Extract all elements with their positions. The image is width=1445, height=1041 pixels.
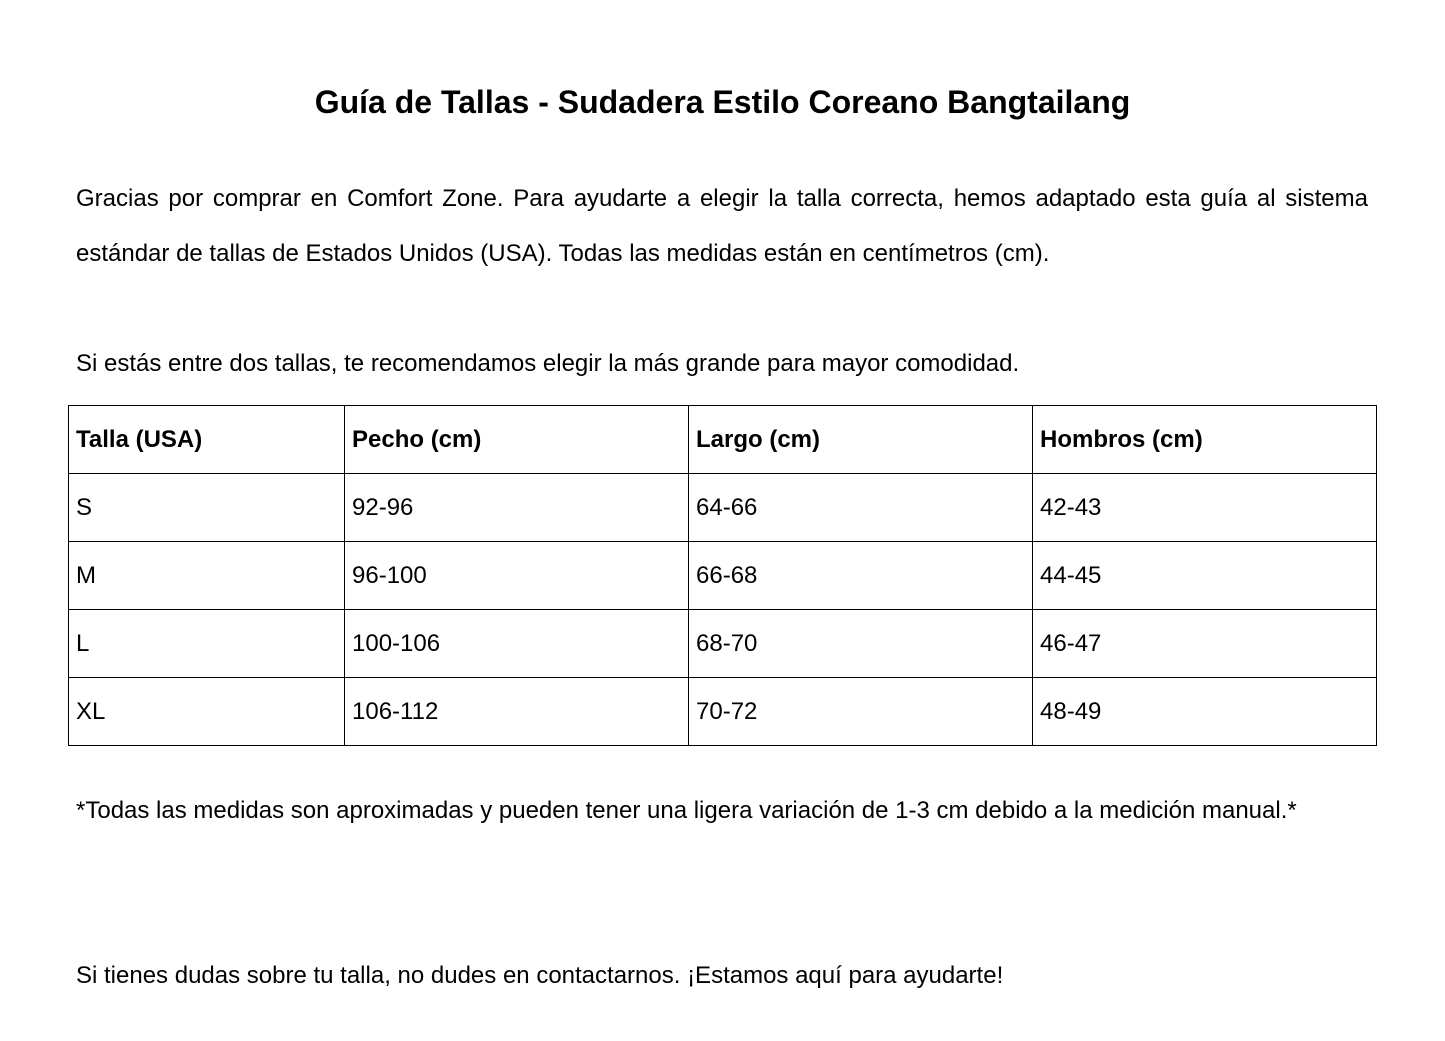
table-row <box>69 610 1377 678</box>
cell-shoulders: 44-45 <box>1033 542 1377 610</box>
cell-chest: 92-96 <box>345 474 689 542</box>
disclaimer-note: *Todas las medidas son aproximadas y pueden tener una ligera variación de 1-3 cm debido a la medición manual.* <box>76 797 1297 824</box>
table-row <box>69 474 1377 542</box>
cell-shoulders: 48-49 <box>1033 678 1377 746</box>
header-length: Largo (cm) <box>689 406 1033 474</box>
intro-paragraph: Gracias por comprar en Comfort Zone. Para ayudarte a elegir la talla correcta, hemos adaptado esta guía al sistema estándar de tallas de Estados Unidos (USA). Todas las medidas están en centímetros (cm). <box>76 185 1368 267</box>
table-header-row <box>69 406 1377 474</box>
cell-chest: 106-112 <box>345 678 689 746</box>
size-table <box>68 405 1377 746</box>
cell-length: 66-68 <box>689 542 1033 610</box>
cell-chest: 96-100 <box>345 542 689 610</box>
cell-length: 70-72 <box>689 678 1033 746</box>
header-size: Talla (USA) <box>69 406 345 474</box>
cell-size: L <box>69 610 345 678</box>
advice-paragraph: Si estás entre dos tallas, te recomendamos elegir la más grande para mayor comodidad. <box>76 350 1020 377</box>
cell-shoulders: 42-43 <box>1033 474 1377 542</box>
cell-size: XL <box>69 678 345 746</box>
cell-length: 64-66 <box>689 474 1033 542</box>
contact-paragraph: Si tienes dudas sobre tu talla, no dudes en contactarnos. ¡Estamos aquí para ayudarte! <box>76 962 1004 989</box>
cell-chest: 100-106 <box>345 610 689 678</box>
header-chest: Pecho (cm) <box>345 406 689 474</box>
cell-size: S <box>69 474 345 542</box>
cell-shoulders: 46-47 <box>1033 610 1377 678</box>
cell-length: 68-70 <box>689 610 1033 678</box>
page-title: Guía de Tallas - Sudadera Estilo Coreano Bangtailang <box>314 84 1131 120</box>
table-row <box>69 542 1377 610</box>
header-shoulders: Hombros (cm) <box>1033 406 1377 474</box>
table-row <box>69 678 1377 746</box>
cell-size: M <box>69 542 345 610</box>
